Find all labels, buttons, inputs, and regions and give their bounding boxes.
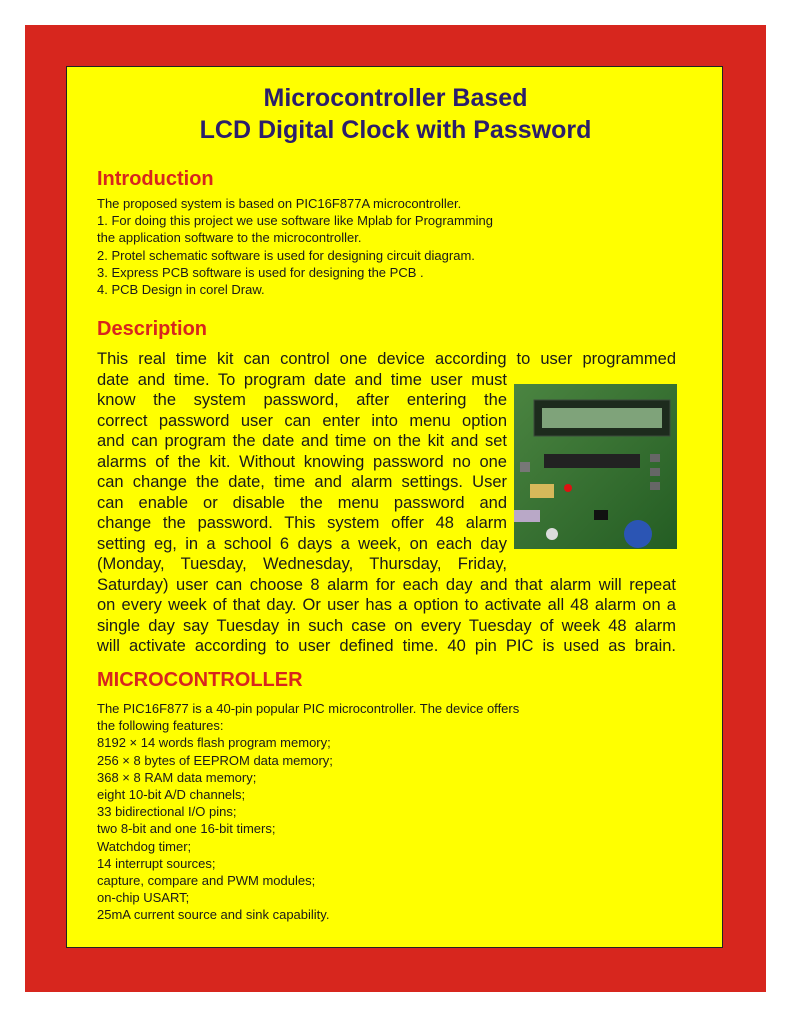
description-line: can change the date, time and alarm settings. User — [97, 473, 507, 491]
microcontroller-text — [97, 700, 519, 923]
circuit-board-photo — [514, 384, 677, 549]
feature-line: 368 × 8 RAM data memory; — [97, 769, 257, 785]
description-first-line — [97, 349, 676, 370]
description-line: change the password. This system offer 48 alarm — [97, 514, 507, 532]
feature-line: eight 10-bit A/D channels; — [97, 786, 246, 802]
feature-line: 14 interrupt sources; — [97, 855, 216, 871]
feature-line: 8192 × 14 words flash program memory; — [97, 735, 331, 751]
feature-line: two 8-bit and one 16-bit timers; — [97, 821, 276, 837]
description-line: date and time. To program date and time user must — [97, 370, 507, 389]
feature-line: 33 bidirectional I/O pins; — [97, 804, 237, 820]
intro-line: 4. PCB Design in corel Draw. — [97, 281, 265, 297]
description-line: can enable or disable the menu password and — [97, 493, 507, 512]
feature-line: Watchdog timer; — [97, 838, 192, 854]
intro-heading: Introduction — [97, 168, 214, 190]
intro-line: 3. Express PCB software is used for designing the PCB . — [97, 264, 424, 280]
description-line: alarms of the kit. Without knowing password no one — [97, 452, 507, 471]
intro-line: The proposed system is based on PIC16F877A microcontroller. — [97, 196, 462, 211]
description-line: This real time kit can control one device according to user programmed — [97, 350, 676, 368]
description-line: setting eg, in a school 6 days a week, on each day — [97, 534, 507, 553]
intro-line: the application software to the microcontroller. — [97, 230, 362, 246]
description-full-text — [97, 575, 676, 657]
intro-text — [97, 195, 493, 298]
description-line: Saturday) user can choose 8 alarm for each day and that alarm will repeat — [97, 575, 676, 594]
description-line: (Monday, Tuesday, Wednesday, Thursday, Friday, — [97, 555, 507, 573]
description-heading: Description — [97, 318, 208, 340]
intro-line: 2. Protel schematic software is used for designing circuit diagram. — [97, 247, 475, 263]
description-wrapped-text — [97, 370, 507, 575]
feature-line: on-chip USART; — [97, 890, 190, 906]
description-line: know the system password, after entering the — [97, 391, 507, 409]
microcontroller-heading: MICROCONTROLLER — [97, 669, 303, 691]
description-line: and can program the date and time on the kit and set — [97, 432, 507, 450]
feature-line: capture, compare and PWM modules; — [97, 872, 316, 888]
intro-line: 1. For doing this project we use software like Mplab for Programming — [97, 213, 493, 229]
feature-line: the following features: — [97, 718, 224, 734]
description-line: on every week of that day. Or user has a option to activate all 48 alarm on a — [97, 596, 676, 614]
description-line: single day say Tuesday in such case on every Tuesday of week 48 alarm — [97, 616, 676, 635]
page-title-line1: Microcontroller Based — [263, 84, 528, 112]
feature-line: The PIC16F877 is a 40-pin popular PIC microcontroller. The device offers — [97, 701, 520, 716]
feature-line: 256 × 8 bytes of EEPROM data memory; — [97, 752, 333, 768]
feature-line: 25mA current source and sink capability. — [97, 907, 330, 923]
page-title-line2: LCD Digital Clock with Password — [199, 116, 592, 144]
description-line: will activate according to user defined time. 40 pin PIC is used as brain. — [97, 637, 676, 655]
description-line: correct password user can enter into menu option — [97, 411, 507, 430]
content-panel — [66, 66, 723, 948]
